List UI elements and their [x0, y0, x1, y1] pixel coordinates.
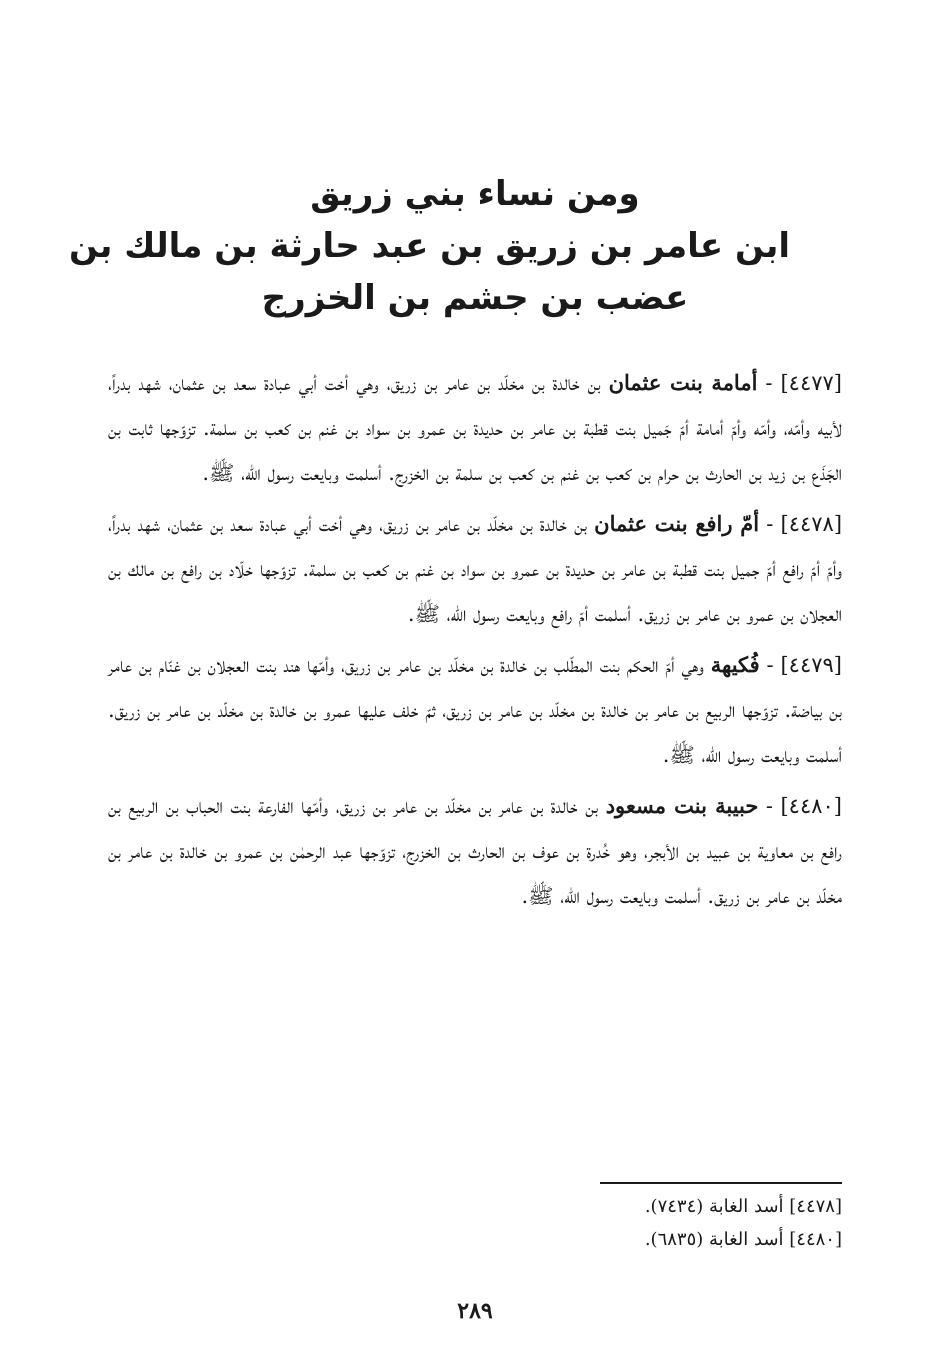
footnotes	[442, 1190, 842, 1256]
entry-number: [٤٤٧٩] -	[766, 653, 842, 677]
footnote-4478: [٤٤٧٨] أسد الغابة (٧٤٣٤).	[644, 1196, 842, 1217]
section-heading	[69, 168, 790, 324]
entry-name: فُكيهة	[710, 652, 760, 677]
entry-number: [٤٤٧٧] -	[765, 371, 842, 395]
entry-4477	[108, 360, 842, 496]
entry-name: حبيبة بنت مسعود	[605, 793, 759, 818]
entry-name: أمّ رافع بنت عثمان	[594, 511, 760, 536]
entry-text: بن خالدة بن مخلّد بن عامر بن زريق، وهي أخت أبي عبادة سعد بن عثمان، شهد بدراً، وأمّ أمّ رافع أمّ جميل بنت قطبة بن عامر بن حديدة بن عمرو بن سواد بن غنم بن كعب بن سلمة. تزوّجها خلّاد بن رافع بن مالك بن العجلان بن عمرو بن عامر بن زريق. أسلمت أمّ رافع وبايعت رسول الله، ﷺ.	[108, 512, 842, 626]
heading-line-3: عضب بن جشم بن الخزرج	[261, 278, 689, 318]
heading-line-1: ومن نساء بني زريق	[310, 174, 640, 214]
footnote-divider	[600, 1182, 842, 1184]
entry-text: بن خالدة بن مخلّد بن عامر بن زريق، وهي أخت أبي عبادة سعد بن عثمان، شهد بدراً، لأبيه وأمّه، وأمّه وأمّ أمامة أمّ جَميل بنت قطبة بن عامر بن حديدة بن عمرو بن سواد بن غنم بن كعب بن سلمة. تزوّجها ثابت بن الجَذَع بن زيد بن الحارث بن حرام بن كعب بن غنم بن كعب بن سلمة بن الخزرج. أسلمت وبايعت رسول الله، ﷺ.	[108, 371, 842, 485]
entry-name: أمامة بنت عثمان	[608, 370, 758, 395]
entry-number: [٤٤٧٨] -	[766, 512, 843, 536]
entry-4478	[108, 501, 842, 637]
heading-line-2: ابن عامر بن زريق بن عبد حارثة بن مالك بن	[69, 226, 790, 266]
entry-number: [٤٤٨٠] -	[765, 794, 842, 818]
entry-4479	[108, 642, 842, 778]
entry-text: بن خالدة بن عامر بن مخلّد بن عامر بن زريق، وأمّها الفارعة بنت الحباب بن الربيع بن رافع بن معاوية بن عبيد بن الأبجر، وهو خُدرة بن عوف بن الحارث بن الخزرج، تزوّجها عبد الرحمٰن بن عمرو بن خالدة بن عامر بن مخلّد بن عامر بن زريق. أسلمت وبايعت رسول الله، ﷺ.	[108, 794, 842, 908]
body-text	[108, 360, 842, 924]
entry-4480	[108, 783, 842, 919]
page-number: ٢٨٩	[457, 1298, 493, 1324]
entry-text: وهي أمّ الحكم بنت المطّلب بن خالدة بن مخلّد بن عامر بن زريق، وأمّها هند بنت العجلان بن غنّام بن عامر بن بياضة. تزوّجها الربيع بن عامر بن خالدة بن مخلّد بن عامر بن زريق، ثمّ خلف عليها عمرو بن خالدة بن مخلّد بن عامر بن زريق. أسلمت وبايعت رسول الله، ﷺ.	[108, 653, 842, 767]
footnote-4480: [٤٤٨٠] أسد الغابة (٦٨٣٥).	[644, 1229, 842, 1250]
